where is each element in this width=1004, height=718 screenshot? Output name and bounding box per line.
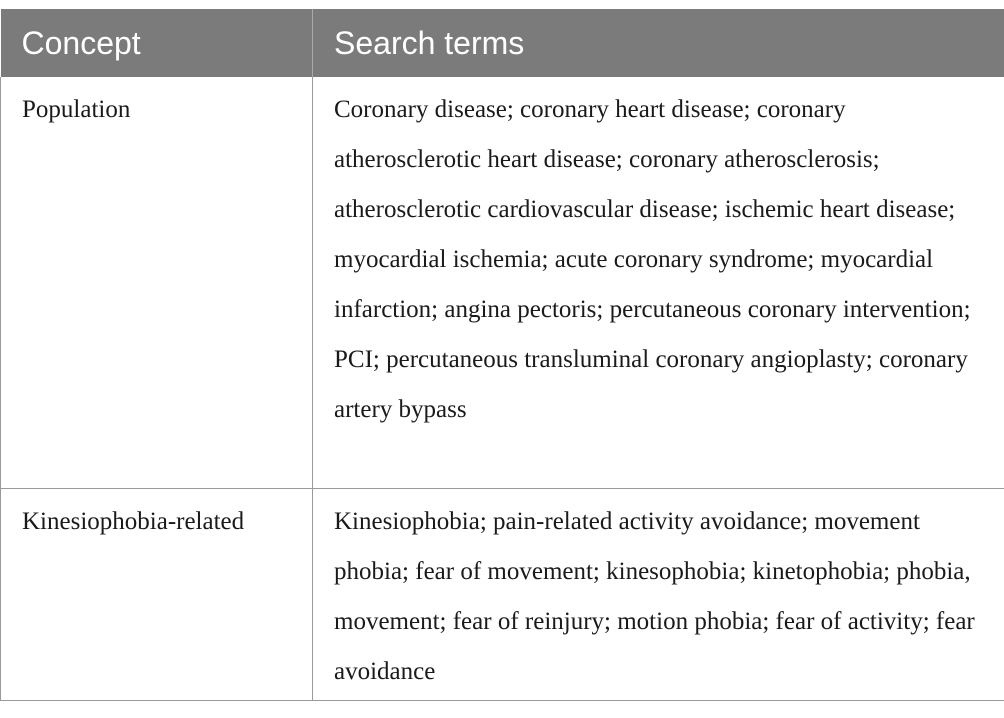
table-header: [1, 9, 1004, 77]
header-row: [1, 9, 1004, 77]
header-concept: Concept: [1, 9, 313, 77]
concept-cell: Population: [1, 77, 313, 488]
table-body: [1, 77, 1004, 701]
header-search-terms: Search terms: [313, 9, 1004, 77]
search-terms-table: [0, 9, 1004, 701]
concept-cell: Kinesiophobia-related: [1, 488, 313, 700]
search-terms-cell: Coronary disease; coronary heart disease; coronary atherosclerotic heart disease; coronary atherosclerosis; atherosclerotic cardiovascular disease; ischemic heart disease; myocardial ischemia; acute coronary syndrome; myocardial infarction; angina pectoris; percutaneous coronary intervention; PCI; percutaneous transluminal coronary angioplasty; coronary artery bypass: [313, 77, 1004, 488]
table-row: [1, 77, 1004, 488]
table-row: [1, 488, 1004, 700]
search-terms-cell: Kinesiophobia; pain-related activity avoidance; movement phobia; fear of movement; kinesophobia; kinetophobia; phobia, movement; fear of reinjury; motion phobia; fear of activity; fear avoidance: [313, 488, 1004, 700]
